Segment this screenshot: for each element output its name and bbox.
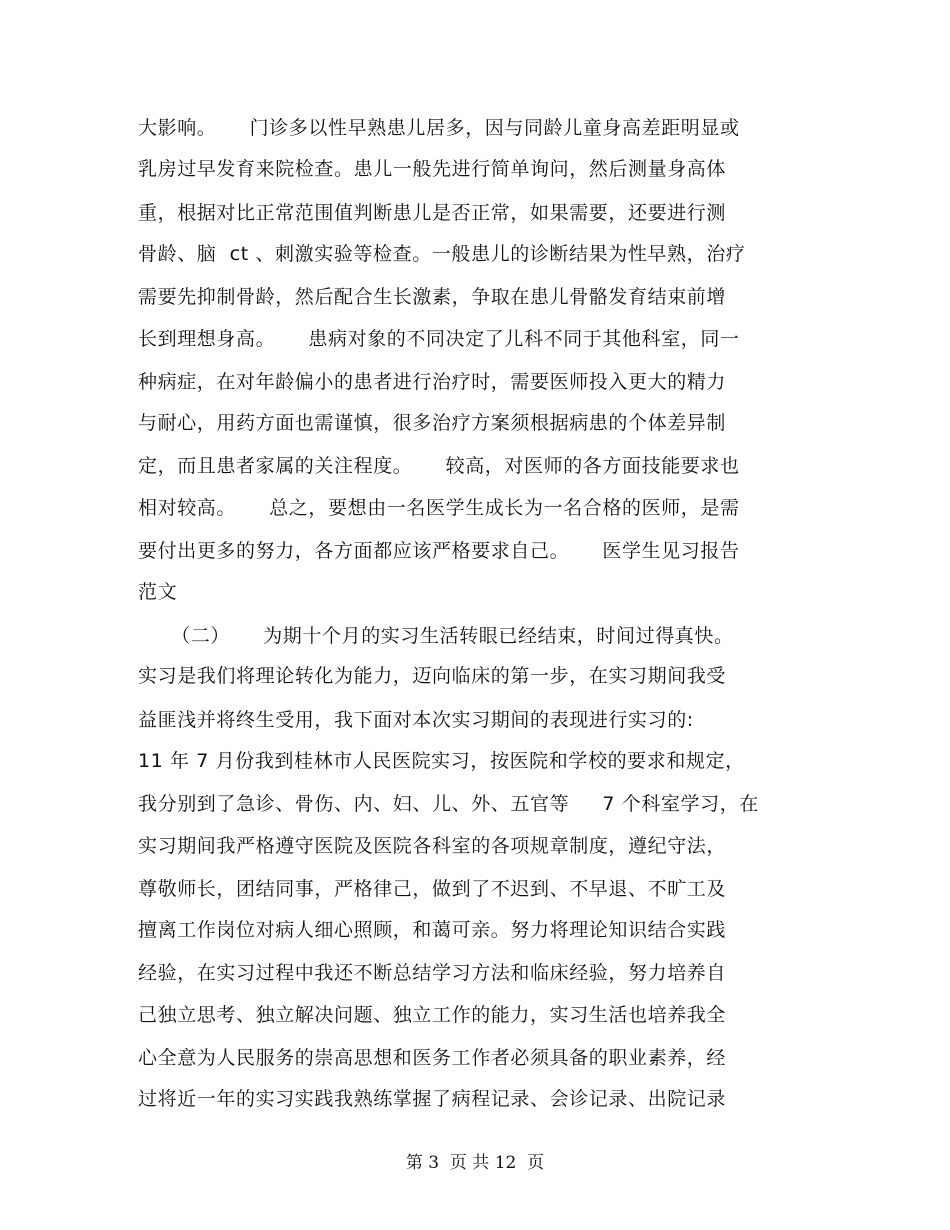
body-text-line: 实习是我们将理论转化为能力，迈向临床的第一步，在实习期间我受 — [138, 665, 727, 687]
body-text-line: 范文 — [138, 581, 178, 603]
body-text-line: 我分别到了急诊、骨伤、内、妇、儿、外、五官等 7 个科室学习，在 — [138, 793, 759, 815]
body-text-line: 骨龄、脑 ct 、刺激实验等检查。一般患儿的诊断结果为性早熟，治疗 — [138, 243, 746, 265]
body-text-line: 重，根据对比正常范围值判断患儿是否正常，如果需要，还要进行测 — [138, 202, 727, 224]
page-number-footer: 第 3 页 共 12 页 — [405, 1153, 545, 1173]
body-text-line: 长到理想身高。 患病对象的不同决定了儿科不同于其他科室，同一 — [138, 328, 740, 350]
body-text-line: 定，而且患者家属的关注程度。 较高，对医师的各方面技能要求也 — [138, 455, 740, 477]
body-text-line: 过将近一年的实习实践我熟练掌握了病程记录、会诊记录、出院记录 — [138, 1088, 727, 1110]
body-text-line: 需要先抑制骨龄，然后配合生长激素，争取在患儿骨骼发育结束前增 — [138, 286, 727, 308]
body-text-line: 11 年 7 月份我到桂林市人民医院实习，按医院和学校的要求和规定， — [138, 750, 745, 772]
body-text-line: 擅离工作岗位对病人细心照顾，和蔼可亲。努力将理论知识结合实践 — [138, 919, 727, 941]
body-text-line: 大影响。 门诊多以性早熟患儿居多，因与同龄儿童身高差距明显或 — [138, 117, 740, 139]
body-text-line: 乳房过早发育来院检查。患儿一般先进行简单询问，然后测量身高体 — [138, 158, 727, 180]
body-text-line: 要付出更多的努力，各方面都应该严格要求自己。 医学生见习报告 — [138, 540, 740, 562]
body-text-line: 尊敬师长，团结同事，严格律己，做到了不迟到、不早退、不旷工及 — [138, 878, 727, 900]
body-text-line: 与耐心，用药方面也需谨慎，很多治疗方案须根据病患的个体差异制 — [138, 412, 727, 434]
body-text-line: 心全意为人民服务的崇高思想和医务工作者必须具备的职业素养，经 — [138, 1047, 727, 1069]
body-text-line: 种病症，在对年龄偏小的患者进行治疗时，需要医师投入更大的精力 — [138, 371, 727, 393]
body-text-line: 己独立思考、独立解决问题、独立工作的能力，实习生活也培养我全 — [138, 1004, 727, 1026]
body-text-line: 相对较高。 总之，要想由一名医学生成长为一名合格的医师，是需 — [138, 497, 740, 519]
body-text-line: 益匪浅并将终生受用，我下面对本次实习期间的表现进行实习的: — [138, 709, 694, 731]
section-heading-line: （二） 为期十个月的实习生活转眼已经结束，时间过得真快。 — [138, 625, 734, 647]
body-text-line: 经验，在实习过程中我还不断总结学习方法和临床经验，努力培养自 — [138, 962, 727, 984]
body-text-line: 实习期间我严格遵守医院及医院各科室的各项规章制度，遵纪守法， — [138, 835, 727, 857]
